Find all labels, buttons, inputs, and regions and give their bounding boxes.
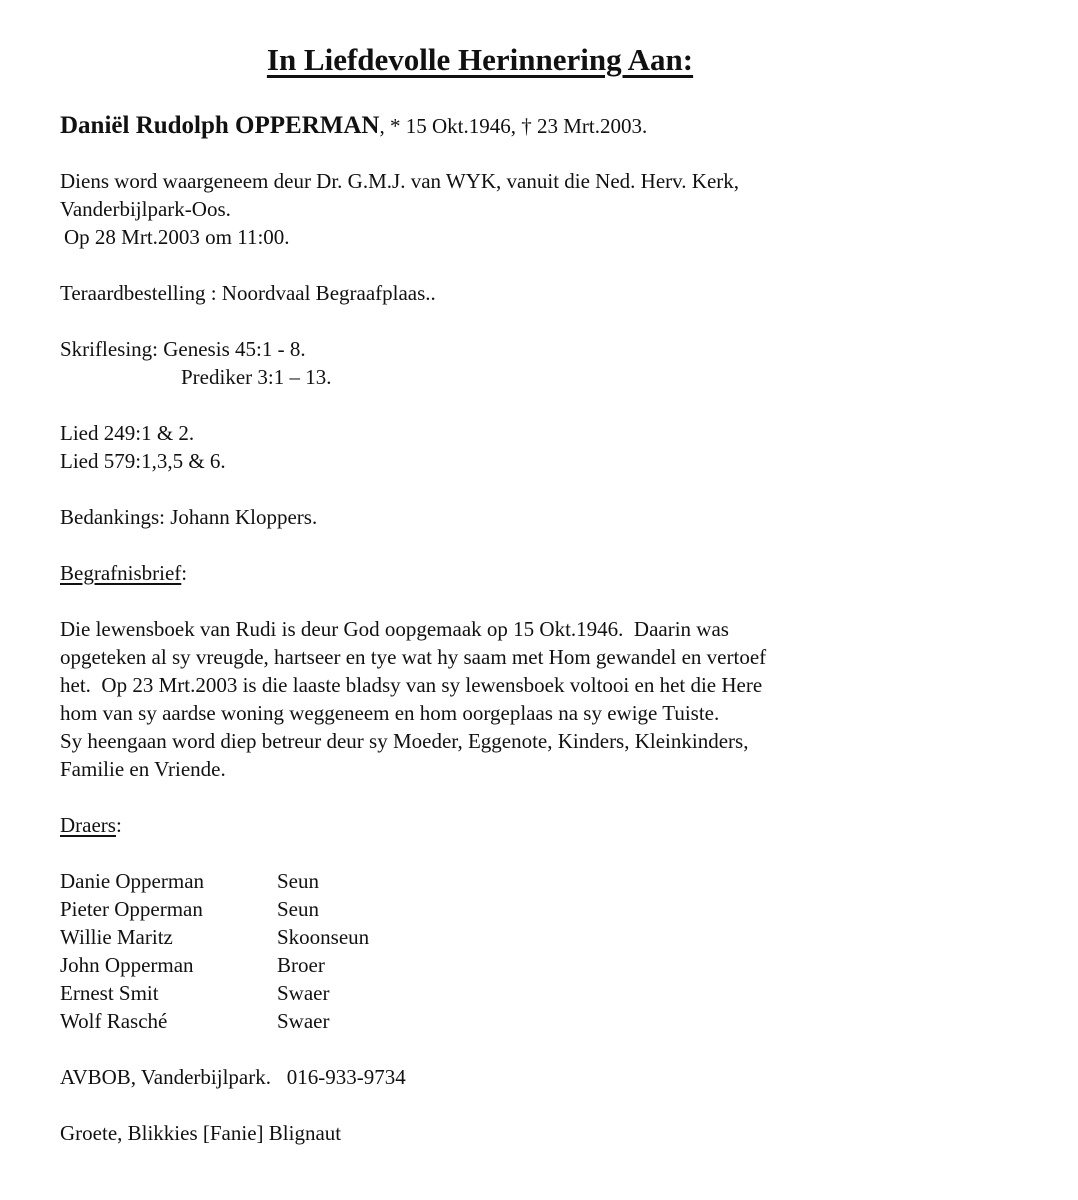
funeral-letter-line: Sy heengaan word diep betreur deur sy Moeder, Eggenote, Kinders, Kleinkinders, xyxy=(60,729,749,753)
funeral-letter-heading-colon: : xyxy=(181,561,188,585)
hymn-line: Lied 579:1,3,5 & 6. xyxy=(60,449,226,473)
hymns xyxy=(60,419,960,475)
reading-label: Skriflesing: xyxy=(60,337,164,361)
undertaker-block xyxy=(60,1063,960,1091)
bearer-name: Willie Maritz xyxy=(60,925,173,949)
funeral-letter-line: opgeteken al sy vreugde, hartseer en tye wat hy saam met Hom gewandel en vertoef xyxy=(60,645,767,669)
service-line: Diens word waargeneem deur Dr. G.M.J. van WYK, vanuit die Ned. Herv. Kerk, xyxy=(60,169,740,193)
service-time-line: Op 28 Mrt.2003 om 11:00. xyxy=(64,225,290,249)
bearer-relation: Swaer xyxy=(277,1009,330,1033)
burial-line: Teraardbestelling : Noordvaal Begraafplaas.. xyxy=(60,281,436,305)
undertaker-line: AVBOB, Vanderbijlpark. 016-933-9734 xyxy=(60,1065,406,1089)
table-row xyxy=(60,1007,369,1035)
burial-details xyxy=(60,279,960,307)
table-row xyxy=(60,923,369,951)
hymn-line: Lied 249:1 & 2. xyxy=(60,421,195,445)
thanks-line: Bedankings: Johann Kloppers. xyxy=(60,505,318,529)
bearer-relation: Skoonseun xyxy=(277,925,370,949)
bearer-relation: Seun xyxy=(277,897,319,921)
bearer-name: Pieter Opperman xyxy=(60,897,203,921)
funeral-letter-line: het. Op 23 Mrt.2003 is die laaste bladsy van sy lewensboek voltooi en het die Here xyxy=(60,673,763,697)
bearers-heading-text: Draers xyxy=(60,813,116,837)
bearers-heading xyxy=(60,811,960,839)
funeral-letter-heading-block xyxy=(60,559,960,587)
bearer-name: John Opperman xyxy=(60,953,194,977)
deceased-name: Daniël Rudolph OPPERMAN xyxy=(60,112,380,139)
greeting-block xyxy=(60,1119,960,1147)
deceased-line xyxy=(60,112,960,140)
bearer-relation: Swaer xyxy=(277,981,330,1005)
thanks xyxy=(60,503,960,531)
bearers-heading-block xyxy=(60,811,960,839)
funeral-letter-text xyxy=(60,615,960,783)
funeral-letter-line: Familie en Vriende. xyxy=(60,757,226,781)
bearers-heading-colon: : xyxy=(115,813,122,837)
bearer-name: Ernest Smit xyxy=(60,981,159,1005)
funeral-letter-heading xyxy=(60,559,960,587)
bearer-relation: Broer xyxy=(277,953,325,977)
bearer-name: Danie Opperman xyxy=(60,869,205,893)
table-row xyxy=(60,867,369,895)
deceased-dates: , * 15 Okt.1946, † 23 Mrt.2003. xyxy=(379,114,648,138)
table-row xyxy=(60,895,369,923)
funeral-letter-heading-text: Begrafnisbrief xyxy=(60,561,182,585)
service-line: Vanderbijlpark-Oos. xyxy=(60,197,231,221)
funeral-letter-line: hom van sy aardse woning weggeneem en hom oorgeplaas na sy ewige Tuiste. xyxy=(60,701,720,725)
service-details xyxy=(60,167,960,251)
reading-first: Genesis 45:1 - 8. xyxy=(163,337,306,361)
scripture-readings xyxy=(60,335,960,391)
bearer-relation: Seun xyxy=(277,869,319,893)
bearers-table xyxy=(60,867,369,1035)
bearer-name: Wolf Rasché xyxy=(60,1009,168,1033)
page-title: In Liefdevolle Herinnering Aan: xyxy=(266,42,694,77)
greeting-line: Groete, Blikkies [Fanie] Blignaut xyxy=(60,1121,342,1145)
reading-second: Prediker 3:1 – 13. xyxy=(181,365,332,389)
reading-line xyxy=(60,335,960,363)
table-row xyxy=(60,979,369,1007)
funeral-letter-line: Die lewensboek van Rudi is deur God oopgemaak op 15 Okt.1946. Daarin was xyxy=(60,617,729,641)
document-body xyxy=(60,112,960,1175)
table-row xyxy=(60,951,369,979)
